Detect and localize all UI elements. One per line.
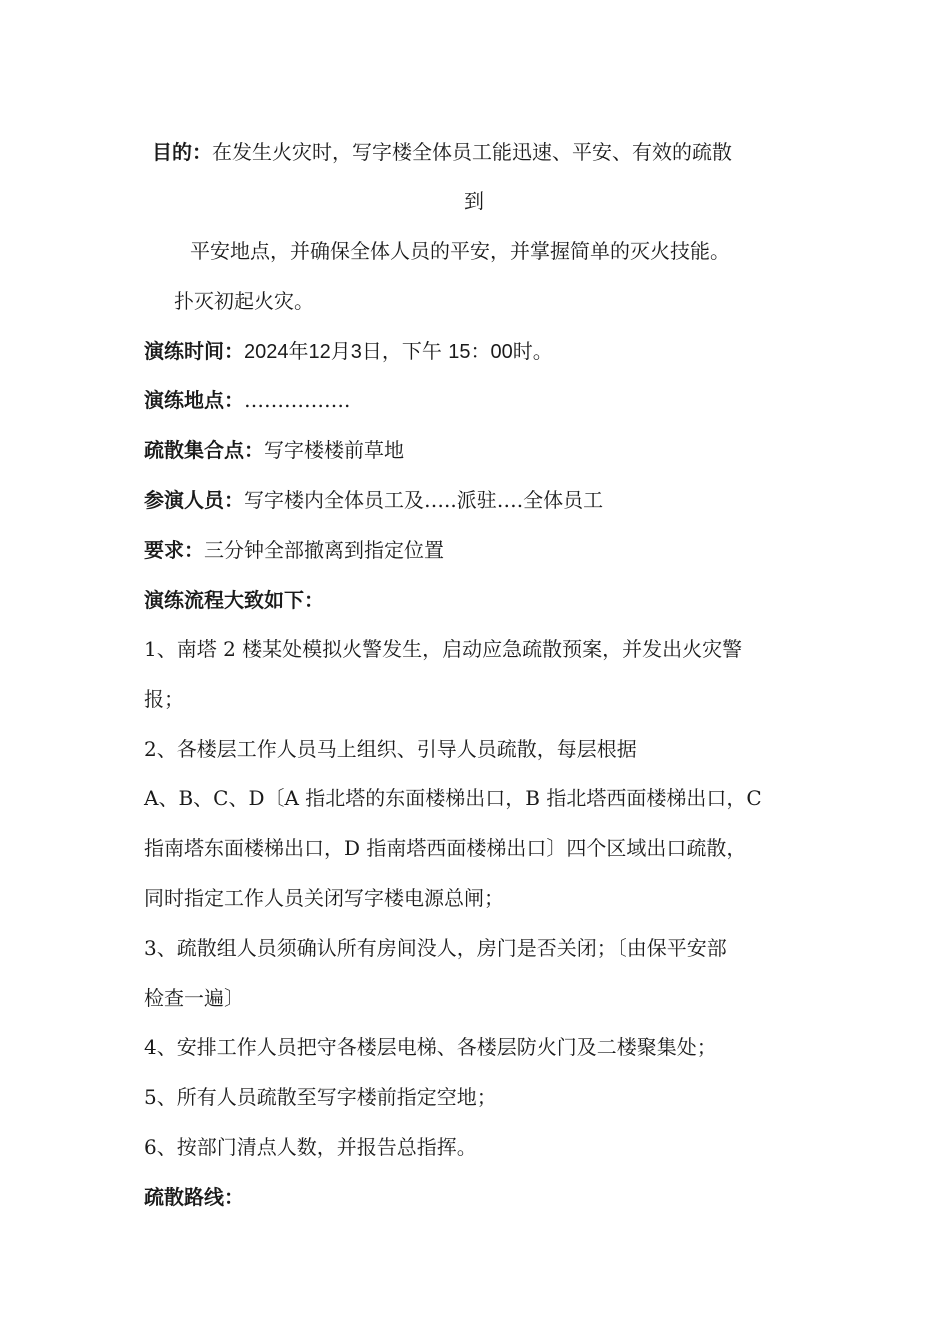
purpose-label: 目的： [152,140,212,164]
step-2-line-1: 2、各楼层工作人员马上组织、引导人员疏散，每层根据 [144,737,637,761]
assembly-point [144,436,404,464]
time-year: 2024 [244,341,289,363]
time-day-unit: 日，下午 [361,339,442,363]
step-2-line-3: 指南塔东面楼梯出口，D 指南塔西面楼梯出口〕四个区域出口疏散， [144,836,747,860]
process-heading: 演练流程大致如下： [144,588,324,612]
purpose-line-1 [152,138,732,166]
drill-location-label: 演练地点： [144,388,244,412]
time-day: 3 [350,341,362,363]
step-4: 4、安排工作人员把守各楼层电梯、各楼层防火门及二楼聚集处； [144,1035,717,1059]
step-3-line-2: 检查一遍〕 [144,986,244,1010]
requirement [144,536,444,564]
participants-label: 参演人员： [144,488,244,512]
assembly-point-label: 疏散集合点： [144,438,264,462]
purpose-text: 在发生火灾时，写字楼全体员工能迅速、平安、有效的疏散 [212,140,732,164]
step-2-line-2: A、B、C、D〔A 指北塔的东面楼梯出口，B 指北塔西面楼梯出口，C [144,786,762,810]
step-2-line-4: 同时指定工作人员关闭写字楼电源总闸； [144,886,504,910]
participants-value: 写字楼内全体员工及…..派驻….全体员工 [244,488,604,512]
drill-location-value: ……………. [244,388,351,412]
route-heading: 疏散路线： [144,1185,244,1209]
time-colon: ： [470,339,491,363]
assembly-point-value: 写字楼楼前草地 [264,438,404,462]
time-month: 12 [308,341,331,363]
drill-time [144,337,553,366]
time-month-unit: 月 [330,339,351,363]
step-3-line-1: 3、疏散组人员须确认所有房间没人，房门是否关闭；〔由保平安部 [144,936,727,960]
step-1-line-2: 报； [144,687,184,711]
time-end: 时。 [512,339,553,363]
purpose-line-3: 扑灭初起火灾。 [174,289,314,313]
purpose-line-2: 平安地点，并确保全体人员的平安，并掌握简单的灭火技能。 [190,239,730,263]
time-hour: 15 [448,341,471,363]
participants [144,486,603,514]
time-minute: 00 [490,341,513,363]
requirement-label: 要求： [144,538,204,562]
step-1-line-1: 1、南塔 2 楼某处模拟火警发生，启动应急疏散预案，并发出火灾警 [144,637,743,661]
drill-time-label: 演练时间： [144,339,244,363]
time-year-unit: 年 [288,339,309,363]
step-6: 6、按部门清点人数，并报告总指挥。 [144,1135,477,1159]
step-5: 5、所有人员疏散至写字楼前指定空地； [144,1085,497,1109]
requirement-value: 三分钟全部撤离到指定位置 [204,538,444,562]
drill-location [144,386,350,414]
purpose-wrap: 到 [464,189,484,213]
